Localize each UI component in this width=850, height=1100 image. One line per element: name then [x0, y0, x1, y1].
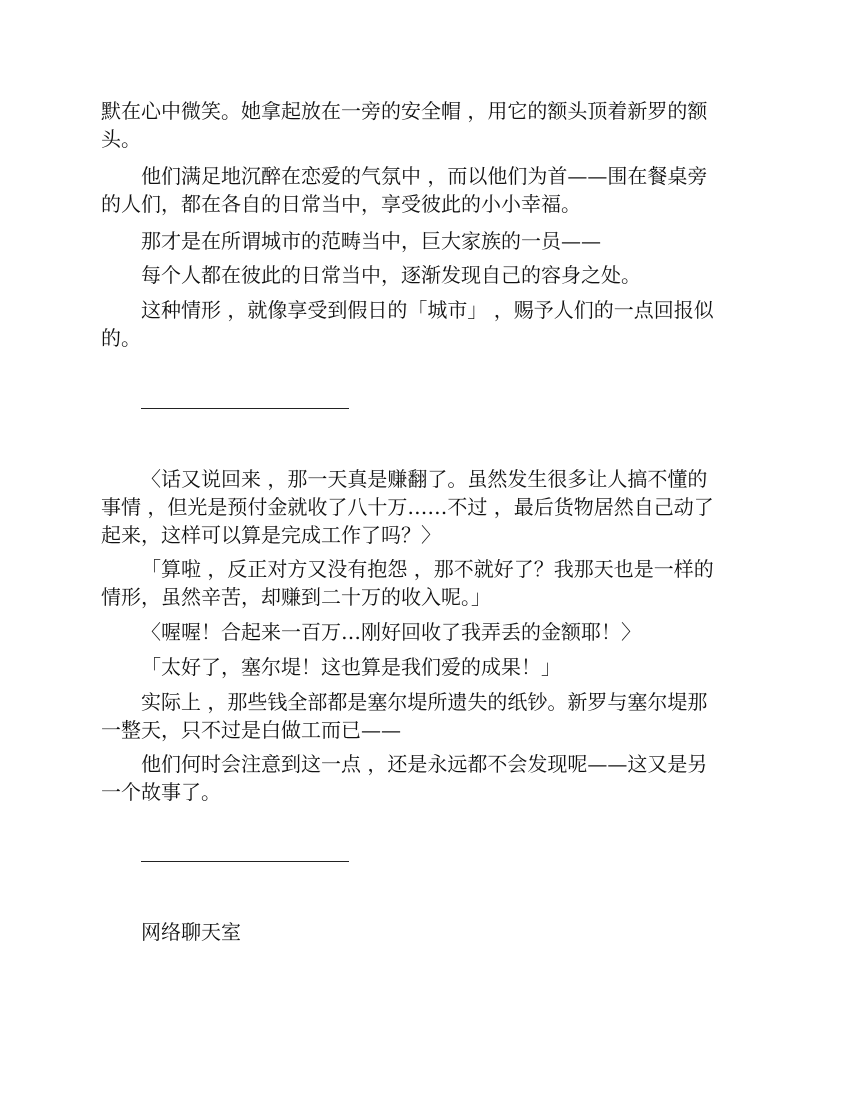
- paragraph-line: 的人们，都在各自的日常当中，享受彼此的小小幸福。: [101, 192, 581, 216]
- section-divider: [141, 408, 349, 409]
- paragraph-line: 一个故事了。: [101, 780, 221, 804]
- paragraph-line: 「太好了，塞尔堤！这也算是我们爱的成果！」: [141, 655, 561, 679]
- paragraph-line: 这种情形 ，就像享受到假日的「城市」 ，赐予人们的一点回报似: [141, 298, 714, 322]
- paragraph-line: 每个人都在彼此的日常当中，逐渐发现自己的容身之处。: [141, 263, 641, 287]
- paragraph-line: 〈话又说回来 ，那一天真是赚翻了。虽然发生很多让人搞不懂的: [141, 467, 708, 491]
- paragraph-line: 一整天，只不过是白做工而已——: [101, 718, 401, 742]
- section-heading: 网络聊天室: [141, 920, 241, 944]
- paragraph-line: 〈喔喔！合起来一百万…刚好回收了我弄丢的金额耶！〉: [141, 620, 641, 644]
- paragraph-line: 的。: [101, 326, 141, 350]
- paragraph-line: 那才是在所谓城市的范畴当中，巨大家族的一员——: [141, 229, 601, 253]
- paragraph-line: 「算啦 ，反正对方又没有抱怨 ，那不就好了？我那天也是一样的: [141, 557, 714, 581]
- section-divider: [141, 861, 349, 862]
- paragraph-line: 情形，虽然辛苦，却赚到二十万的收入呢。」: [101, 585, 491, 609]
- paragraph-line: 头。: [101, 127, 141, 151]
- paragraph-line: 他们何时会注意到这一点 ，还是永远都不会发现呢——这又是另: [141, 752, 708, 776]
- paragraph-line: 默在心中微笑。她拿起放在一旁的安全帽 ，用它的额头顶着新罗的额: [101, 99, 708, 123]
- paragraph-line: 起来，这样可以算是完成工作了吗？〉: [101, 523, 441, 547]
- paragraph-line: 事情 ，但光是预付金就收了八十万……不过 ，最后货物居然自己动了: [101, 495, 714, 519]
- paragraph-line: 实际上 ，那些钱全部都是塞尔堤所遗失的纸钞。新罗与塞尔堤那: [141, 690, 708, 714]
- paragraph-line: 他们满足地沉醉在恋爱的气氛中 ，而以他们为首——围在餐桌旁: [141, 164, 708, 188]
